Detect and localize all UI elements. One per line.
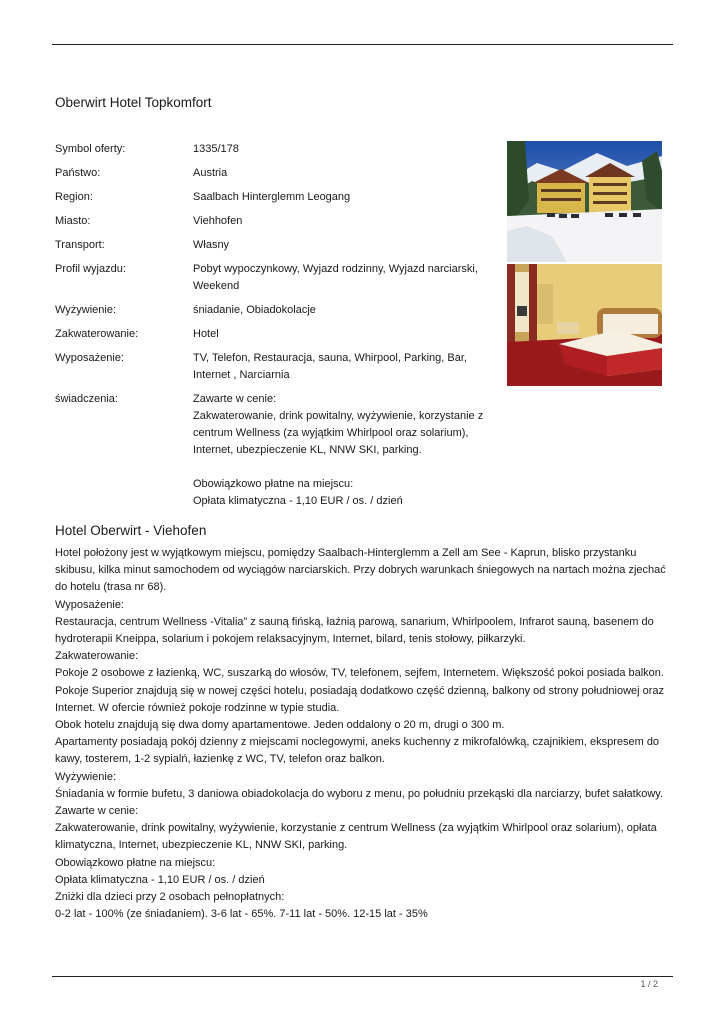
hotel-exterior-photo (507, 141, 662, 262)
info-label: Miasto: (55, 215, 91, 227)
description-paragraph: Zawarte w cenie: (55, 805, 139, 818)
description-paragraph: Opłata klimatyczna - 1,10 EUR / os. / dzień (55, 873, 265, 886)
info-value: 1335/178 (193, 143, 239, 155)
description-paragraph: Wyżywienie: (55, 770, 117, 783)
info-row (55, 141, 487, 165)
description-paragraph: 0-2 lat - 100% (ze śniadaniem). 3-6 lat - 65%. 7-11 lat - 50%. 12-15 lat - 35% (55, 908, 428, 921)
info-row (55, 350, 487, 391)
info-label: Państwo: (55, 167, 101, 179)
info-row (55, 326, 487, 350)
offer-info-table (55, 141, 487, 517)
description-paragraph: Obowiązkowo płatne na miejscu: (55, 856, 216, 869)
info-label: Zakwaterowanie: (55, 328, 139, 340)
info-value: Viehhofen (193, 215, 243, 227)
info-row (55, 302, 487, 326)
hotel-description (55, 545, 670, 923)
info-row (55, 189, 487, 213)
description-paragraph: Obok hotelu znajdują się dwa domy apartamentowe. Jeden oddalony o 20 m, drugi o 300 m. (55, 719, 505, 732)
description-paragraph: Restauracja, centrum Wellness -Vitalia” z sauną fińską, łaźnią parową, sanarium, Whirlpoolem, Infrarot sauną, basenem do hydroterapii Kneippa, solarium i pokojem relaksacyjnym, Internet, bilard, tenis stołowy, piłkarzyki. (55, 615, 654, 646)
section-title: Hotel Oberwirt - Viehofen (55, 523, 207, 538)
info-row (55, 261, 487, 302)
description-paragraph: Zakwaterowanie, drink powitalny, wyżywienie, korzystanie z centrum Wellness (za wyjątkim Whirlpool oraz solarium), opłata klimatyczna, Internet, ubezpieczenie KL, NNW SKI, parking. (55, 822, 657, 852)
info-value: Hotel (193, 328, 219, 340)
info-label: Transport: (55, 239, 105, 251)
info-label: świadczenia: (55, 393, 118, 405)
description-paragraph: Apartamenty posiadają pokój dzienny z miejscami noclegowymi, aneks kuchenny z mikrofalówką, czajnikiem, ekspresem do kawy, tosterem, 1-2 sypialń, łazienkę z WC, TV, telefon oraz balkon. (55, 736, 660, 766)
document-title: Oberwirt Hotel Topkomfort (55, 95, 212, 110)
info-row (55, 213, 487, 237)
info-row (55, 237, 487, 261)
description-paragraph: Zniżki dla dzieci przy 2 osobach pełnopłatnych: (55, 891, 285, 904)
info-row (55, 391, 487, 517)
description-paragraph: Wyposażenie: (55, 598, 124, 611)
description-paragraph: Zakwaterowanie: (55, 650, 139, 663)
description-paragraph: Śniadania w formie bufetu, 3 daniowa obiadokolacja do wyboru z menu, po południu przekąski dla narciarzy, bufet sałatkowy. (55, 787, 663, 800)
info-value: śniadanie, Obiadokolacje (193, 304, 316, 316)
info-value: TV, Telefon, Restauracja, sauna, Whirpool, Parking, Bar, Internet , Narciarnia (193, 352, 467, 381)
info-value: Własny (193, 239, 230, 251)
info-value: Pobyt wypoczynkowy, Wyjazd rodzinny, Wyjazd narciarski, Weekend (193, 263, 478, 292)
info-value: Zawarte w cenie: Zakwaterowanie, drink powitalny, wyżywienie, korzystanie z centrum Wellness (za wyjątkim Whirlpool oraz solarium), Internet, ubezpieczenie KL, NNW SKI, parking. Obowiązkowo płatne na miejscu: Opłata klimatyczna - 1,10 EUR / os. / dzień (193, 393, 484, 507)
page-number: 1 / 2 (640, 979, 658, 989)
footer-rule (52, 976, 673, 977)
offer-info-body (55, 141, 487, 517)
header-rule (52, 44, 673, 45)
info-row (55, 165, 487, 189)
info-label: Wyżywienie: (55, 304, 117, 316)
description-paragraph: Hotel położony jest w wyjątkowym miejscu, pomiędzy Saalbach-Hinterglemm a Zell am See - Kaprun, blisko przystanku skibusu, kilka minut samochodem od wyciągów narciarskich. Przy dobrych warunkach śniegowych na nartach można zjechać do hotelu (trasa nr 68). (55, 547, 666, 594)
hotel-room-photo (507, 264, 662, 386)
info-label: Profil wyjazdu: (55, 263, 126, 275)
info-label: Symbol oferty: (55, 143, 126, 155)
info-label: Region: (55, 191, 93, 203)
info-value: Austria (193, 167, 228, 179)
info-value: Saalbach Hinterglemm Leogang (193, 191, 351, 203)
description-paragraph: Pokoje 2 osobowe z łazienką, WC, suszarką do włosów, TV, telefonem, sejfem, Internetem. Większość pokoi posiada balkon. Pokoje Superior znajdują się w nowej części hotelu, posiadają dodatkowo część dzienną, balkony od strony południowej oraz Internet. W ofercie również pokoje rodzinne w typie studia. (55, 667, 665, 714)
info-label: Wyposażenie: (55, 352, 124, 364)
